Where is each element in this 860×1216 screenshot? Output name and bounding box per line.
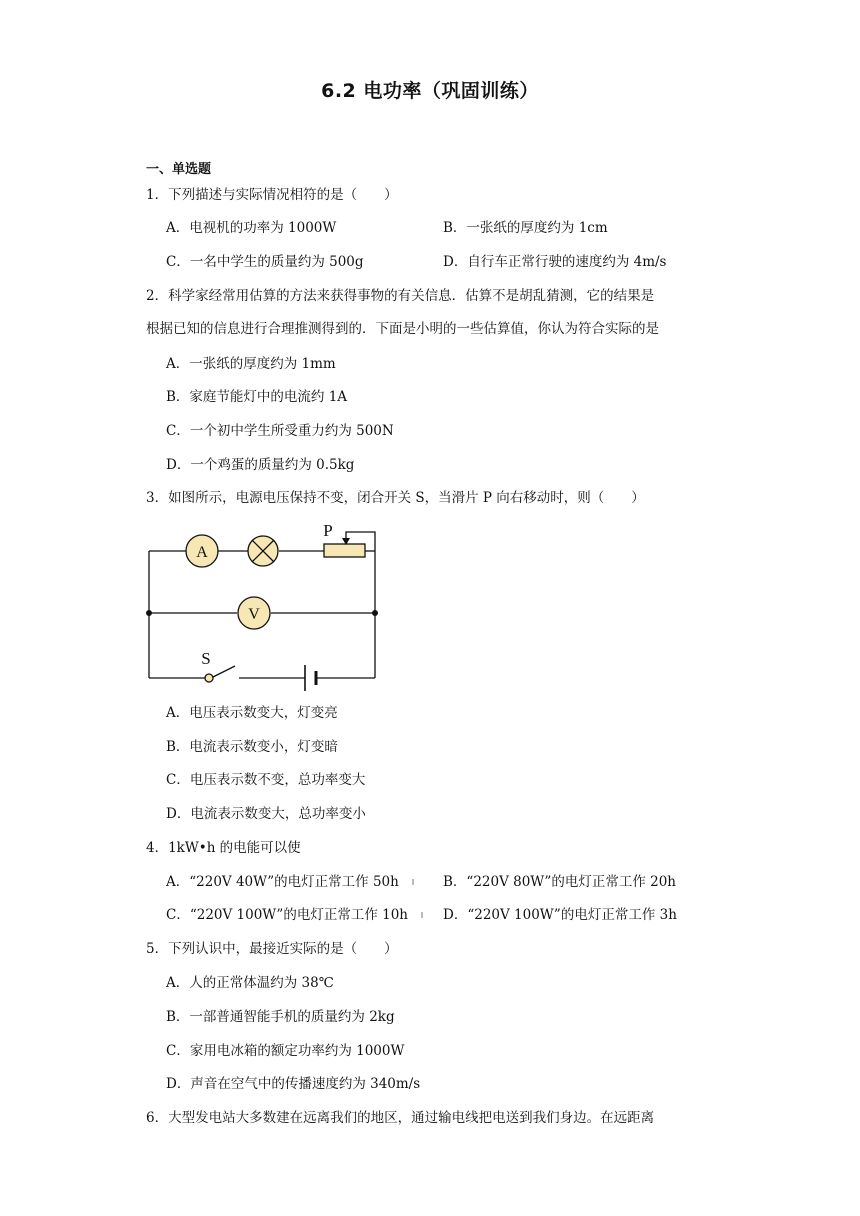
page-title: 6.2 电功率（巩固训练） (321, 80, 539, 102)
question-2-stem-line-2: 根据已知的信息进行合理推测得到的．下面是小明的一些估算值，你认为符合实际的是 (146, 321, 659, 337)
question-3-stem: 3．如图所示，电源电压保持不变，闭合开关 S，当滑片 P 向右移动时，则（ ） (146, 490, 645, 506)
question-3-option-c: C．电压表示数不变，总功率变大 (166, 772, 366, 788)
question-4-option-b: B．“220V 80W”的电灯正常工作 20h (443, 874, 676, 890)
question-3-option-b: B．电流表示数变小，灯变暗 (166, 739, 338, 755)
question-4-option-d: D．“220V 100W”的电灯正常工作 3h (443, 907, 677, 923)
question-2-option-c: C．一个初中学生所受重力约为 500N (166, 423, 394, 439)
section-heading: 一、单选题 (146, 162, 212, 177)
switch-blade (213, 666, 235, 677)
question-3-option-a: A．电压表示数变大，灯变亮 (166, 705, 338, 721)
question-1-option-b: B．一张纸的厚度约为 1cm (443, 220, 608, 236)
junction-left (146, 610, 152, 616)
question-2-stem-line-1: 2．科学家经常用估算的方法来获得事物的有关信息．估算不是胡乱猜测，它的结果是 (146, 288, 655, 304)
slider-label: P (323, 521, 333, 540)
question-1-option-d: D．自行车正常行驶的速度约为 4m/s (443, 254, 667, 270)
question-5-option-a: A．人的正常体温约为 38℃ (166, 975, 334, 991)
option-separator-mark (421, 912, 423, 918)
question-4-option-a: A．“220V 40W”的电灯正常工作 50h (166, 874, 399, 890)
switch-label: S (201, 649, 211, 668)
question-1-option-a: A．电视机的功率为 1000W (166, 220, 337, 236)
question-3-option-d: D．电流表示数变大，总功率变小 (166, 806, 366, 822)
question-2-option-b: B．家庭节能灯中的电流约 1A (166, 389, 348, 405)
junction-right (372, 610, 378, 616)
question-1-option-c: C．一名中学生的质量约为 500g (166, 254, 364, 270)
question-6-stem: 6．大型发电站大多数建在远离我们的地区，通过输电线把电送到我们身边。在远距离 (146, 1110, 655, 1126)
option-separator-mark (412, 879, 414, 885)
question-1-stem: 1．下列描述与实际情况相符的是（ ） (146, 187, 398, 203)
question-5-stem: 5．下列认识中，最接近实际的是（ ） (146, 941, 398, 957)
question-5-option-c: C．家用电冰箱的额定功率约为 1000W (166, 1043, 405, 1059)
question-5-option-b: B．一部普通智能手机的质量约为 2kg (166, 1009, 395, 1025)
question-5-option-d: D．声音在空气中的传播速度约为 340m/s (166, 1076, 421, 1092)
switch-terminal-icon (205, 674, 213, 682)
circuit-diagram (140, 516, 390, 696)
question-4-option-c: C．“220V 100W”的电灯正常工作 10h (166, 907, 408, 923)
question-4-stem: 4．1kW•h 的电能可以使 (146, 840, 301, 856)
voltmeter-label: V (248, 606, 260, 623)
ammeter-label: A (196, 544, 208, 561)
question-2-option-d: D．一个鸡蛋的质量约为 0.5kg (166, 457, 355, 473)
question-2-option-a: A．一张纸的厚度约为 1mm (166, 356, 336, 372)
rheostat-icon (324, 544, 365, 557)
